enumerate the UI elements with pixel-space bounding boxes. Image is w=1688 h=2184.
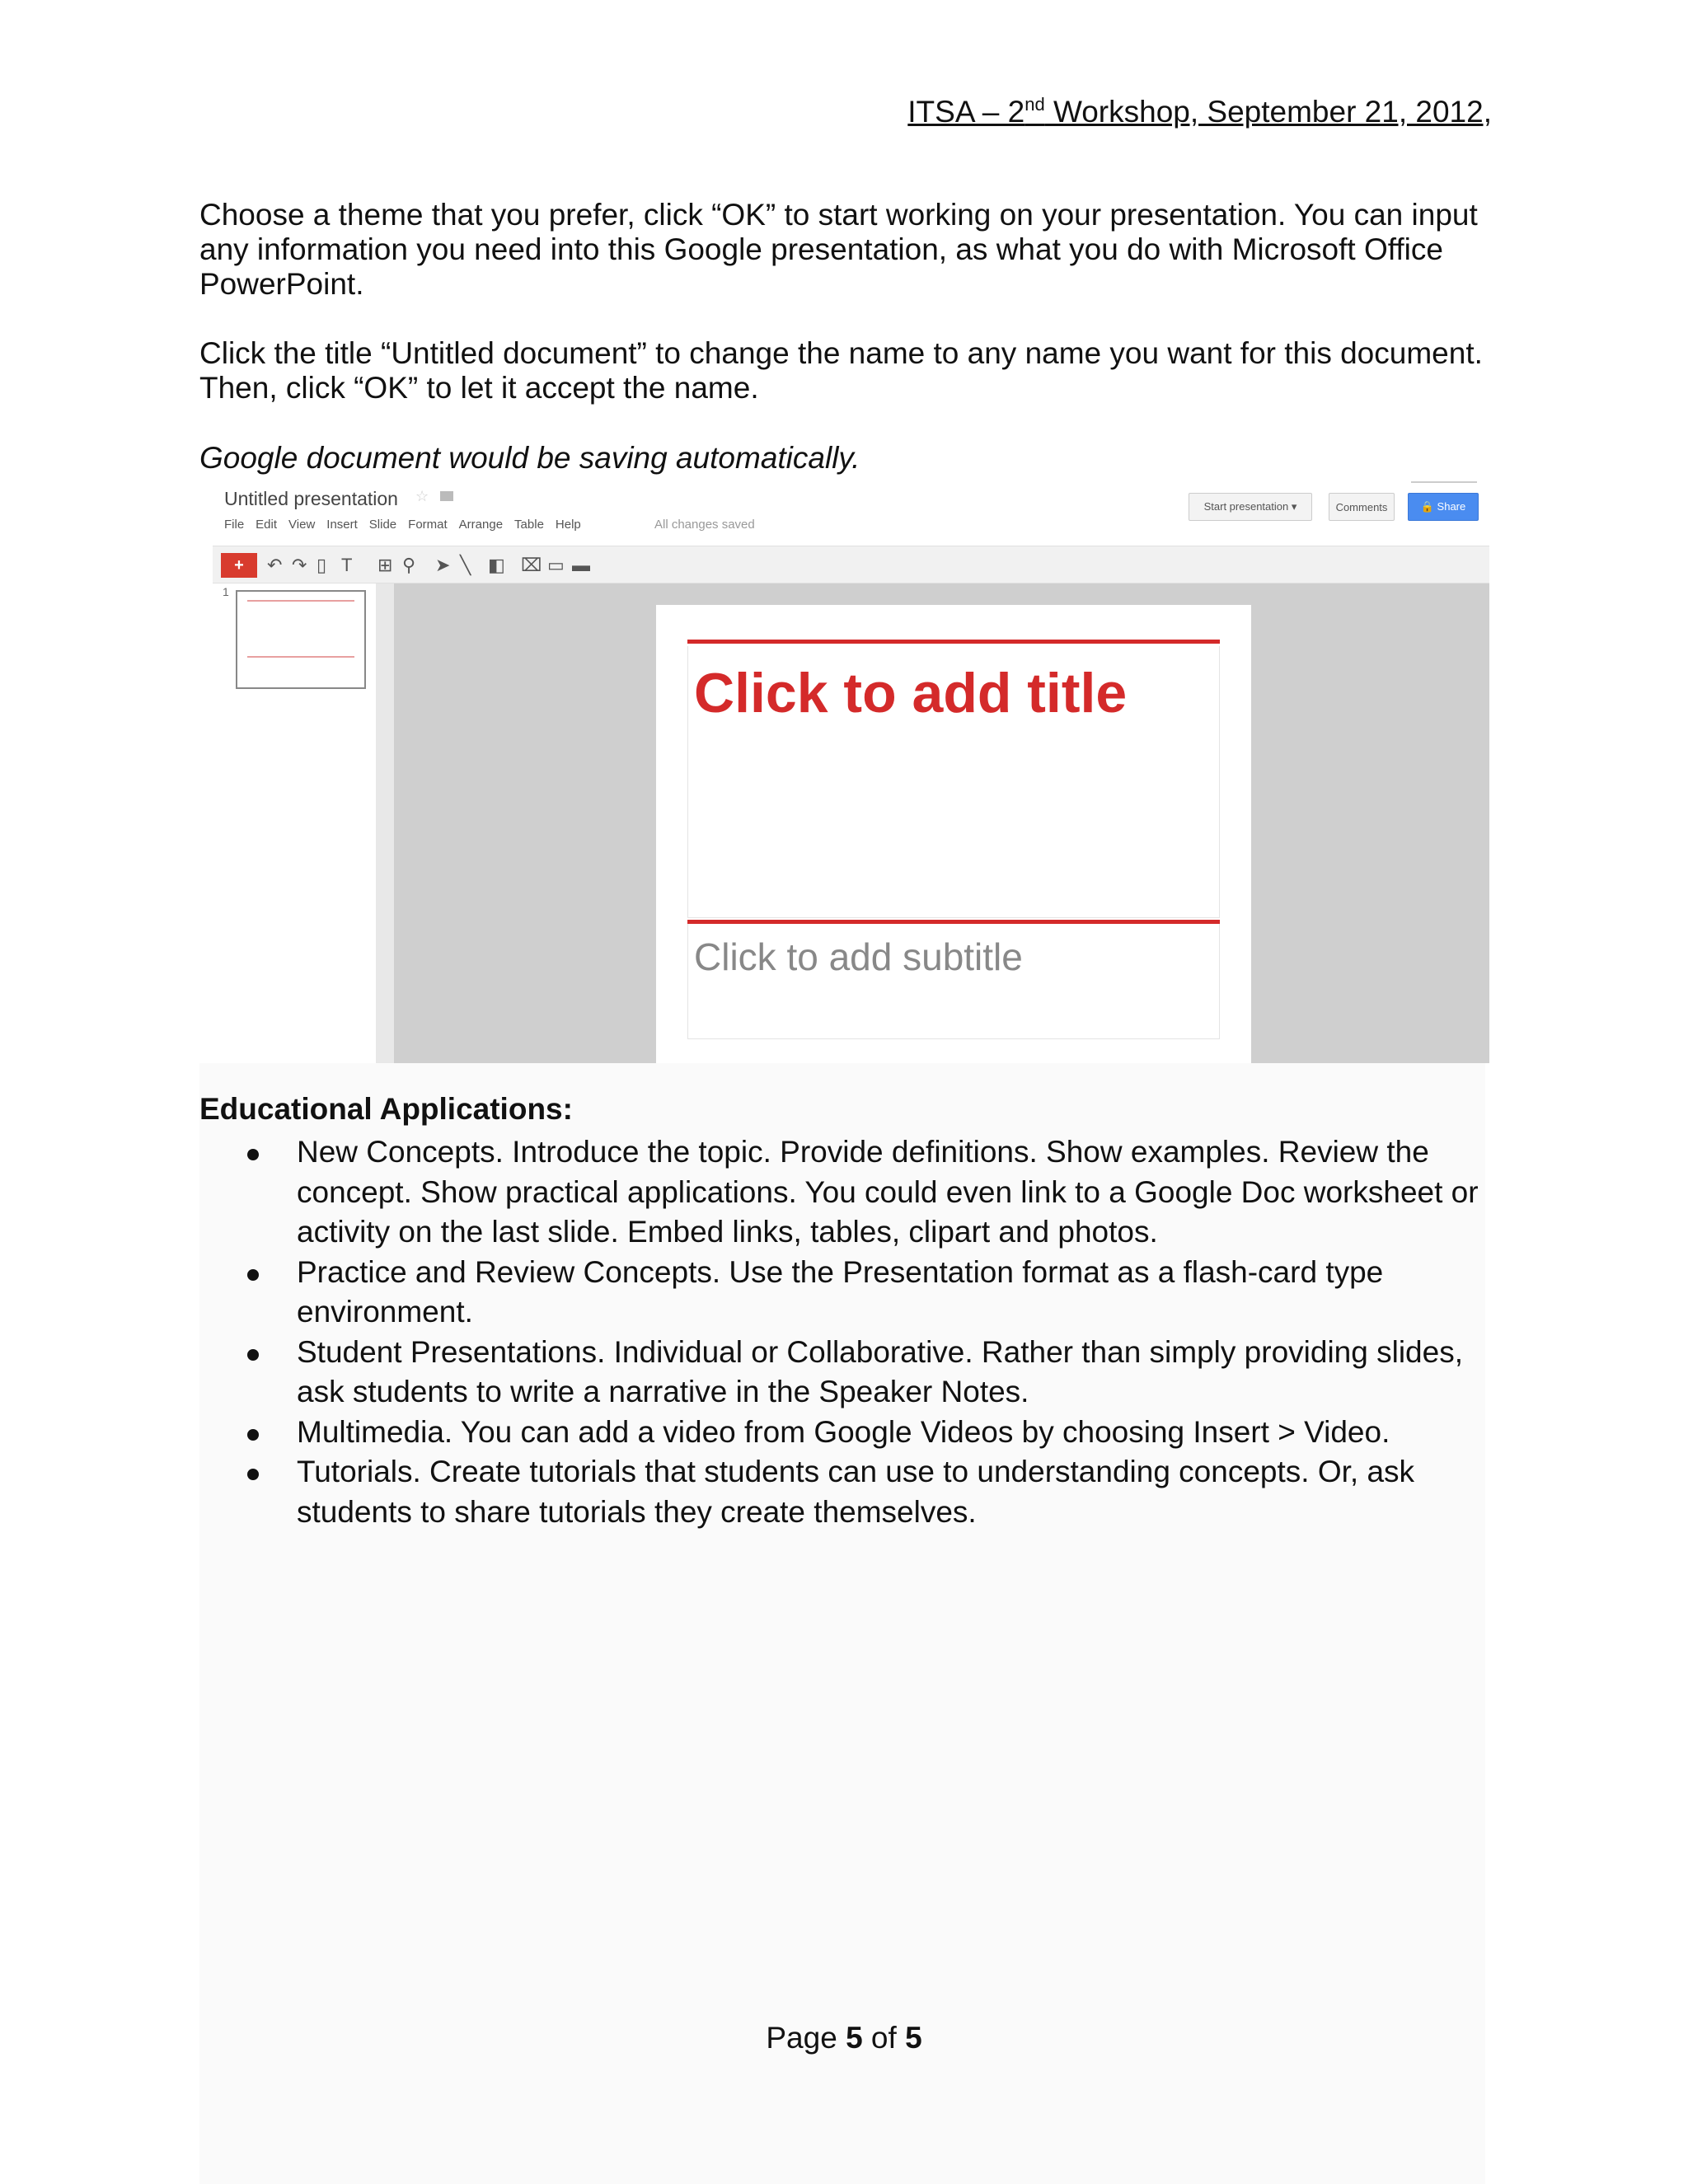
list-item — [199, 1132, 1502, 1253]
footer-current-page: 5 — [846, 2021, 863, 2055]
list-item — [199, 1253, 1502, 1333]
list-item — [199, 1413, 1502, 1453]
undo-icon[interactable]: ↶ — [267, 555, 283, 575]
bullet-icon — [247, 1149, 259, 1160]
slide-subtitle-placeholder[interactable]: Click to add subtitle — [694, 935, 1023, 978]
redo-icon[interactable]: ↷ — [292, 555, 307, 575]
paragraph-rename-title: Click the title “Untitled document” to change the name to any name you want for this document. Then, click “OK” to let it accept the name. — [199, 336, 1483, 405]
select-icon[interactable]: ➤ — [435, 555, 451, 575]
paragraph-choose-theme: Choose a theme that you prefer, click “OK” to start working on your presentation. You can input any information you need into this Google presentation, as what you do with Microsoft Office PowerPoint. — [199, 198, 1478, 301]
account-bar-line — [1411, 481, 1477, 483]
save-status: All changes saved — [654, 518, 755, 532]
google-presentation-screenshot — [199, 476, 1489, 1063]
menu-table[interactable]: Table — [514, 518, 544, 532]
menu-slide[interactable]: Slide — [368, 518, 397, 532]
list-item — [199, 1452, 1502, 1532]
title-accent-line — [687, 640, 1220, 644]
new-slide-button[interactable]: + — [221, 553, 257, 578]
list-item-text: Student Presentations. Individual or Collaborative. Rather than simply providing slides, ask students to write a narrative in the Speaker Notes. — [297, 1334, 1463, 1408]
slide-canvas — [394, 583, 1489, 1063]
footer-of-label: of — [862, 2021, 906, 2055]
page-footer — [0, 2021, 1688, 2055]
slide-title-placeholder[interactable]: Click to add title — [694, 662, 1128, 724]
paragraph-autosave-note: Google document would be saving automatically. — [199, 441, 860, 475]
header-suffix: Workshop, September 21, 2012, — [1044, 95, 1492, 129]
star-icon[interactable]: ☆ — [415, 488, 429, 504]
menu-view[interactable]: View — [288, 518, 316, 532]
image-icon[interactable]: ▭ — [547, 555, 565, 575]
paint-format-icon[interactable]: ▯ — [316, 555, 327, 575]
comments-button[interactable]: Comments — [1329, 493, 1395, 521]
header-prefix: ITSA – 2 — [907, 95, 1025, 129]
panel-divider[interactable] — [376, 583, 394, 1063]
bullet-icon — [247, 1429, 259, 1441]
menu-edit[interactable]: Edit — [256, 518, 278, 532]
page-header — [907, 94, 1492, 129]
text-format-icon[interactable]: T — [341, 555, 353, 575]
fit-icon[interactable]: ⊞ — [377, 555, 393, 575]
share-button[interactable]: 🔒 Share — [1408, 493, 1479, 521]
zoom-icon[interactable]: ⚲ — [402, 555, 416, 575]
bullet-icon — [247, 1269, 259, 1281]
slide-number: 1 — [223, 585, 229, 598]
list-item — [199, 1333, 1502, 1413]
menu-file[interactable]: File — [224, 518, 245, 532]
menu-arrange[interactable]: Arrange — [458, 518, 504, 532]
list-item-text: New Concepts. Introduce the topic. Provide definitions. Show examples. Review the concept. Show practical applications. You could even link to a Google Doc worksheet or activity on the last slide. Embed links, tables, clipart and photos. — [297, 1135, 1479, 1249]
more-icon[interactable]: ▬ — [572, 555, 590, 575]
slide-thumbnail[interactable] — [236, 590, 366, 689]
slide-editor — [656, 605, 1251, 1063]
textbox-icon[interactable]: ⌧ — [521, 555, 542, 575]
footer-total-pages: 5 — [905, 2021, 922, 2055]
folder-icon[interactable] — [440, 491, 453, 501]
educational-applications-list — [199, 1132, 1502, 1532]
menu-help[interactable]: Help — [555, 518, 581, 532]
header-superscript: nd — [1025, 94, 1045, 115]
start-presentation-button[interactable]: Start presentation ▾ — [1189, 493, 1312, 521]
menu-format[interactable]: Format — [408, 518, 448, 532]
footer-page-label: Page — [766, 2021, 846, 2055]
thumbnail-subtitle-line — [247, 656, 354, 658]
menu-insert[interactable]: Insert — [326, 518, 358, 532]
toolbar — [213, 546, 1489, 583]
line-icon[interactable]: ╲ — [460, 555, 471, 575]
presentation-title[interactable]: Untitled presentation — [224, 488, 398, 509]
shape-icon[interactable]: ◧ — [488, 555, 505, 575]
educational-applications-heading: Educational Applications: — [199, 1092, 573, 1126]
thumbnail-title-line — [247, 600, 354, 602]
list-item-text: Multimedia. You can add a video from Google Videos by choosing Insert > Video. — [297, 1414, 1390, 1449]
list-item-text: Tutorials. Create tutorials that students can use to understanding concepts. Or, ask students to share tutorials they create themselves. — [297, 1455, 1415, 1529]
menu-bar — [224, 518, 581, 532]
list-item-text: Practice and Review Concepts. Use the Presentation format as a flash-card type environment. — [297, 1254, 1384, 1329]
bullet-icon — [247, 1349, 259, 1361]
bullet-icon — [247, 1469, 259, 1480]
